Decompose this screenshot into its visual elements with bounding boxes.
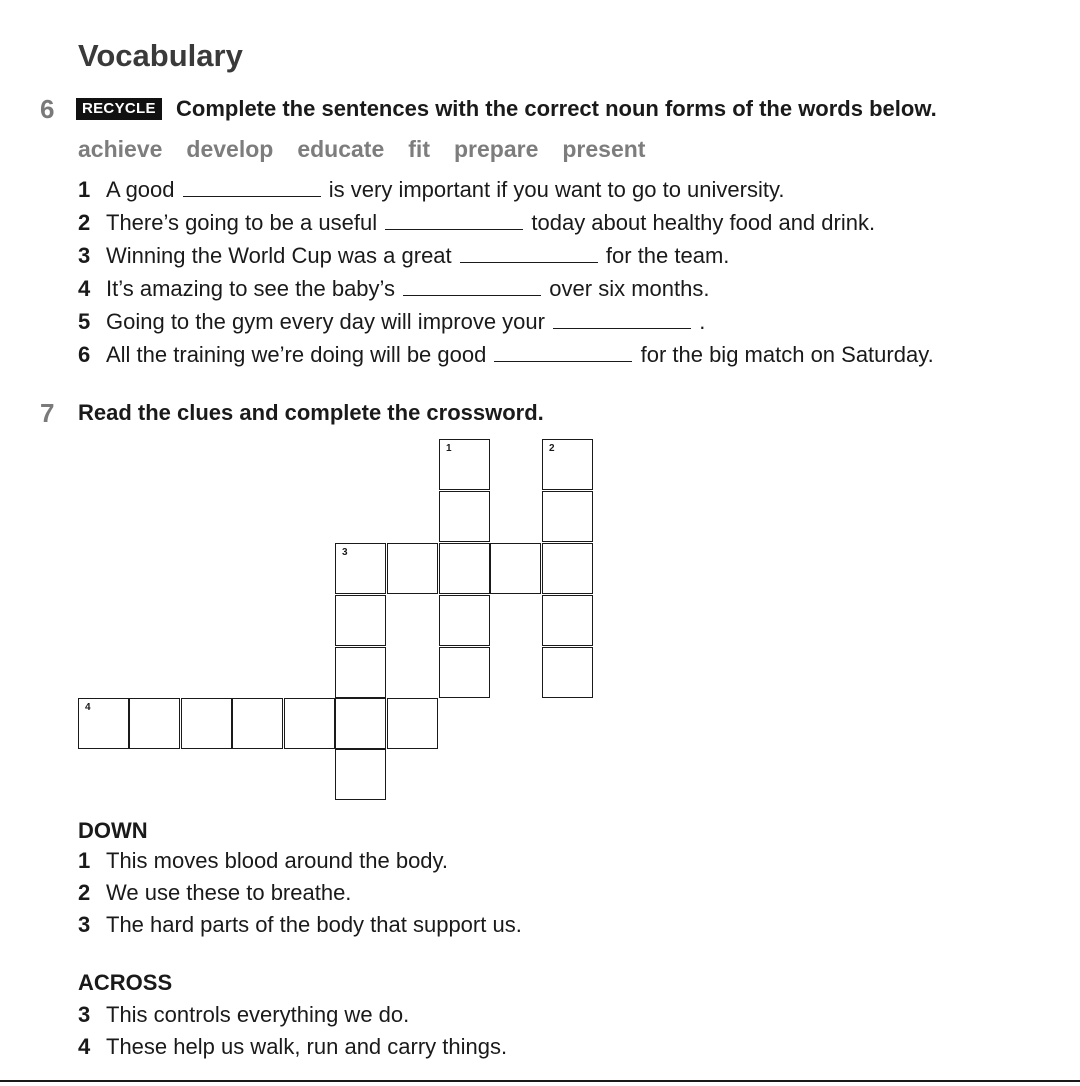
clue-number: 1 [78,848,91,873]
crossword-cell[interactable] [439,647,490,698]
sentence-6 [78,339,934,372]
page-title: Vocabulary [78,38,243,73]
exercise-6-instruction: Complete the sentences with the correct noun forms of the words below. [176,96,937,121]
answer-blank[interactable] [553,306,691,329]
sentence-number: 6 [78,342,91,367]
sentence-number: 5 [78,309,91,334]
sentence-text-after: over six months. [549,276,710,301]
clue-text: This controls everything we do. [106,1002,410,1027]
down-heading: DOWN [78,818,148,843]
exercise-6-number: 6 [40,94,55,124]
clue-item [78,846,522,878]
crossword-cell[interactable] [181,698,232,749]
recycle-badge: RECYCLE [76,98,162,120]
clue-text: We use these to breathe. [106,880,352,905]
sentence-number: 2 [78,210,91,235]
word-item: fit [408,136,430,162]
answer-blank[interactable] [403,273,541,296]
sentence-text-before: Winning the World Cup was a great [106,243,452,268]
clue-item [78,878,522,910]
clue-text: The hard parts of the body that support us. [106,912,522,937]
crossword-cell[interactable] [542,439,593,490]
across-heading: ACROSS [78,970,173,995]
clue-number-label: 4 [85,702,91,713]
exercise-7-instruction: Read the clues and complete the crossword. [78,400,544,425]
sentence-text-after: for the team. [605,243,730,268]
crossword-cell[interactable] [439,543,490,594]
word-item: educate [297,136,385,162]
crossword-cell[interactable] [542,595,593,646]
crossword-cell[interactable] [542,543,593,594]
word-item: develop [186,136,274,162]
crossword-cell[interactable] [335,647,386,698]
sentence-4 [78,273,934,306]
clue-number-label: 1 [446,443,452,454]
crossword-cell[interactable] [335,543,386,594]
crossword-cell[interactable] [335,698,386,749]
clue-number-label: 3 [342,547,348,558]
crossword-cell[interactable] [284,698,335,749]
clue-number: 2 [78,880,91,905]
crossword-cell[interactable] [129,698,180,749]
crossword-cell[interactable] [542,647,593,698]
crossword-cell[interactable] [78,698,129,749]
crossword-cell[interactable] [335,595,386,646]
clue-number: 3 [78,1002,91,1027]
sentence-5 [78,306,934,339]
bottom-divider [0,1080,1080,1082]
clue-item [78,1000,507,1032]
crossword-cell[interactable] [490,543,541,594]
sentence-number: 1 [78,177,91,202]
sentence-text-after: . [699,309,706,334]
sentence-number: 4 [78,276,91,301]
word-item: prepare [453,136,539,162]
sentence-3 [78,240,934,273]
word-box [78,136,645,163]
crossword-cell[interactable] [439,595,490,646]
across-clues [78,1000,507,1064]
exercise-7-number: 7 [40,398,55,428]
crossword-cell[interactable] [335,749,386,800]
crossword-cell[interactable] [542,491,593,542]
clue-text: This moves blood around the body. [106,848,449,873]
sentence-text-before: It’s amazing to see the baby’s [106,276,396,301]
crossword-cell[interactable] [439,491,490,542]
crossword-cell[interactable] [387,698,438,749]
answer-blank[interactable] [183,174,321,197]
down-clues [78,846,522,942]
clue-item [78,910,522,942]
crossword-cell[interactable] [387,543,438,594]
sentence-text-before: Going to the gym every day will improve your [106,309,545,334]
word-item: achieve [78,136,163,162]
crossword-cell[interactable] [232,698,283,749]
clue-number: 4 [78,1034,91,1059]
answer-blank[interactable] [460,240,598,263]
clue-number: 3 [78,912,91,937]
clue-text: These help us walk, run and carry things. [106,1034,508,1059]
sentence-list [78,174,934,372]
sentence-2 [78,207,934,240]
sentence-text-after: is very important if you want to go to university. [328,177,785,202]
sentence-1 [78,174,934,207]
answer-blank[interactable] [494,339,632,362]
sentence-text-before: There’s going to be a useful [106,210,378,235]
sentence-text-before: A good [106,177,175,202]
clue-number-label: 2 [549,443,555,454]
sentence-number: 3 [78,243,91,268]
sentence-text-after: today about healthy food and drink. [531,210,876,235]
sentence-text-after: for the big match on Saturday. [640,342,934,367]
word-item: present [562,136,646,162]
sentence-text-before: All the training we’re doing will be good [106,342,487,367]
answer-blank[interactable] [385,207,523,230]
crossword-cell[interactable] [439,439,490,490]
clue-item [78,1032,507,1064]
